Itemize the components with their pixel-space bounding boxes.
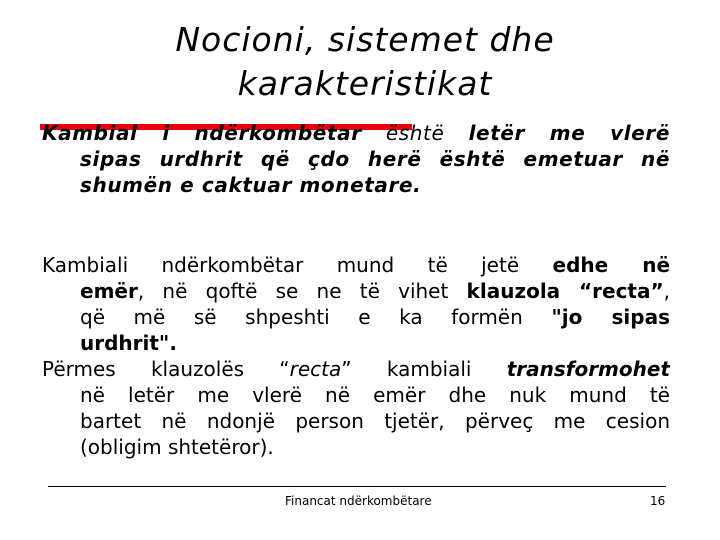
body-line: bartet në ndonjë person tjetër, përveç me cesion [80, 409, 670, 433]
body-line [42, 356, 670, 382]
title-line-2: karakteristikat [237, 64, 493, 103]
page-number: 16 [650, 494, 666, 508]
transformohet-bold-italic: transformohet [506, 357, 670, 381]
body-line [42, 330, 670, 356]
term-bold: Kambial i ndërkombëtar [42, 121, 362, 145]
body-line [42, 278, 670, 304]
definition-line [42, 120, 670, 146]
body-paragraph [42, 252, 670, 460]
definition-paragraph [42, 120, 670, 198]
title-line-1: Nocioni, sistemet dhe [175, 20, 555, 59]
slide-title [130, 18, 600, 106]
footer-text: Financat ndërkombëtare [285, 494, 432, 508]
definition-text: është [361, 121, 469, 145]
body-bold: edhe në [552, 253, 670, 277]
body-line: (obligim shtetëror). [80, 435, 274, 459]
body-bold: emër [80, 279, 138, 303]
body-line [42, 304, 670, 330]
footer-divider [48, 486, 666, 487]
body-text: Kambiali ndërkombëtar mund të jetë [42, 253, 553, 277]
body-line: në letër me vlerë në emër dhe nuk mund të [80, 383, 670, 407]
definition-bold: shumën e caktuar monetare. [80, 173, 422, 197]
definition-bold: sipas urdhrit që çdo herë është emetuar në [80, 147, 670, 171]
body-bold: urdhrit". [80, 331, 177, 355]
body-text: ” kambiali [341, 357, 507, 381]
definition-line [42, 146, 670, 172]
body-bold: "jo sipas [551, 305, 670, 329]
body-text: , në qoftë se ne të vihet [137, 279, 467, 303]
clause-recta-bold: klauzola “recta” [466, 279, 664, 303]
definition-line [42, 172, 670, 198]
body-line [42, 252, 670, 278]
body-text: që më së shpeshti e ka formën [80, 305, 552, 329]
body-text: , [663, 279, 670, 303]
body-text: Përmes klauzolës “ [42, 357, 290, 381]
definition-bold: letër me vlerë [468, 121, 670, 145]
body-italic: recta [289, 357, 342, 381]
